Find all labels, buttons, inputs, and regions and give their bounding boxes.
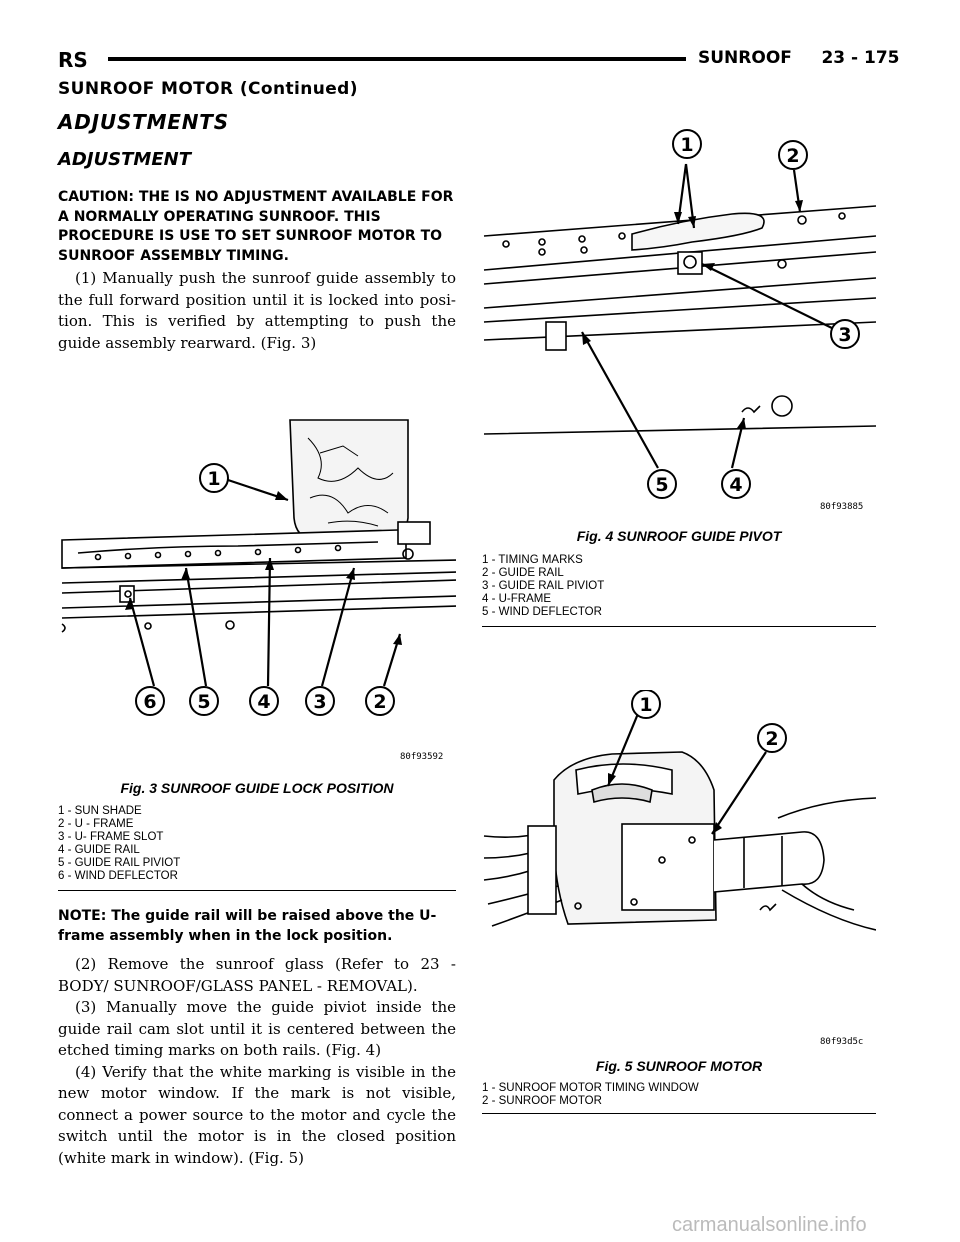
fig5-caption: Fig. 5 SUNROOF MOTOR <box>595 1058 763 1074</box>
fig3-callout-5: 5 <box>197 691 211 713</box>
step-4: (4) Verify that the white marking is visible in the new motor window. If the mark is not visible, connect a power source to the motor and cycle the switch until the motor is in the closed position (white mark in window). (Fig. 5) <box>58 1062 456 1167</box>
fig5-illustration <box>482 690 876 960</box>
legend-item: 2 - SUNROOF MOTOR <box>482 1095 602 1107</box>
fig3-callout-3: 3 <box>313 691 327 713</box>
fig4-callout-5: 5 <box>655 474 669 496</box>
fig4-callout-2: 2 <box>786 145 800 167</box>
legend-item: 4 - GUIDE RAIL <box>58 844 140 856</box>
header-rule <box>108 57 686 61</box>
watermark: carmanualsonline.info <box>672 1214 867 1236</box>
fig5-code: 80f93d5c <box>820 1037 864 1047</box>
legend-item: 1 - SUN SHADE <box>58 805 142 817</box>
step-2: (2) Remove the sunroof glass (Refer to 23 - BODY/ SUNROOF/GLASS PANEL - REMOVAL). <box>58 955 456 995</box>
fig4-caption: Fig. 4 SUNROOF GUIDE PIVOT <box>576 528 782 544</box>
fig4-rule <box>482 626 876 627</box>
fig4-illustration <box>482 124 876 504</box>
legend-item: 5 - GUIDE RAIL PIVIOT <box>58 857 181 869</box>
legend-item: 2 - U - FRAME <box>58 818 134 830</box>
fig3-callout-6: 6 <box>143 691 157 713</box>
fig5-rule <box>482 1113 876 1114</box>
step-1-text <box>58 268 456 354</box>
fig4-callout-3: 3 <box>838 324 852 346</box>
steps-2-4 <box>58 954 456 1169</box>
legend-item: 4 - U-FRAME <box>482 593 551 605</box>
fig5-legend <box>482 1082 699 1108</box>
subsection-title: ADJUSTMENT <box>58 149 191 170</box>
header-right: SUNROOF 23 - 175 <box>698 48 900 68</box>
fig3-rule <box>58 890 456 891</box>
step-3: (3) Manually move the guide piviot inside the guide rail cam slot until it is centered between the etched timing marks on both rails. (Fig. 4) <box>58 998 456 1059</box>
section-title: ADJUSTMENTS <box>58 110 229 134</box>
fig5-callout-2: 2 <box>765 728 779 750</box>
fig3-code: 80f93592 <box>400 752 444 762</box>
fig4-callout-1: 1 <box>680 134 694 156</box>
caution-text: CAUTION: THE IS NO ADJUSTMENT AVAILABLE FOR A NORMALLY OPERATING SUNROOF. THIS PROCEDURE IS USE TO SET SUNROOF MOTOR TO SUNROOF ASSEMBLY TIMING. <box>58 189 454 264</box>
continued-title: SUNROOF MOTOR (Continued) <box>58 79 358 99</box>
step-1: (1) Manually push the sunroof guide assembly to the full forward position until it is locked into posi-tion. This is verified by attempting to push the guide assembly rearward. (Fig. 3) <box>58 269 456 352</box>
legend-item: 5 - WIND DEFLECTOR <box>482 606 602 618</box>
fig3-caption: Fig. 3 SUNROOF GUIDE LOCK POSITION <box>120 780 394 796</box>
fig3-legend <box>58 805 180 883</box>
note-text: NOTE: The guide rail will be raised above the U-frame assembly when in the lock position. <box>58 908 437 944</box>
legend-item: 1 - TIMING MARKS <box>482 554 583 566</box>
legend-item: 3 - GUIDE RAIL PIVIOT <box>482 580 605 592</box>
fig4-callout-4: 4 <box>729 474 743 496</box>
header-left: RS <box>58 48 88 72</box>
fig3-illustration <box>58 418 456 768</box>
fig5-callout-1: 1 <box>639 694 653 716</box>
fig3-callout-4: 4 <box>257 691 271 713</box>
fig4-legend <box>482 554 604 619</box>
legend-item: 2 - GUIDE RAIL <box>482 567 564 579</box>
fig3-callout-2: 2 <box>373 691 387 713</box>
legend-item: 6 - WIND DEFLECTOR <box>58 870 178 882</box>
legend-item: 3 - U- FRAME SLOT <box>58 831 164 843</box>
fig3-callout-1: 1 <box>207 468 221 490</box>
fig4-code: 80f93885 <box>820 502 864 512</box>
legend-item: 1 - SUNROOF MOTOR TIMING WINDOW <box>482 1082 699 1094</box>
